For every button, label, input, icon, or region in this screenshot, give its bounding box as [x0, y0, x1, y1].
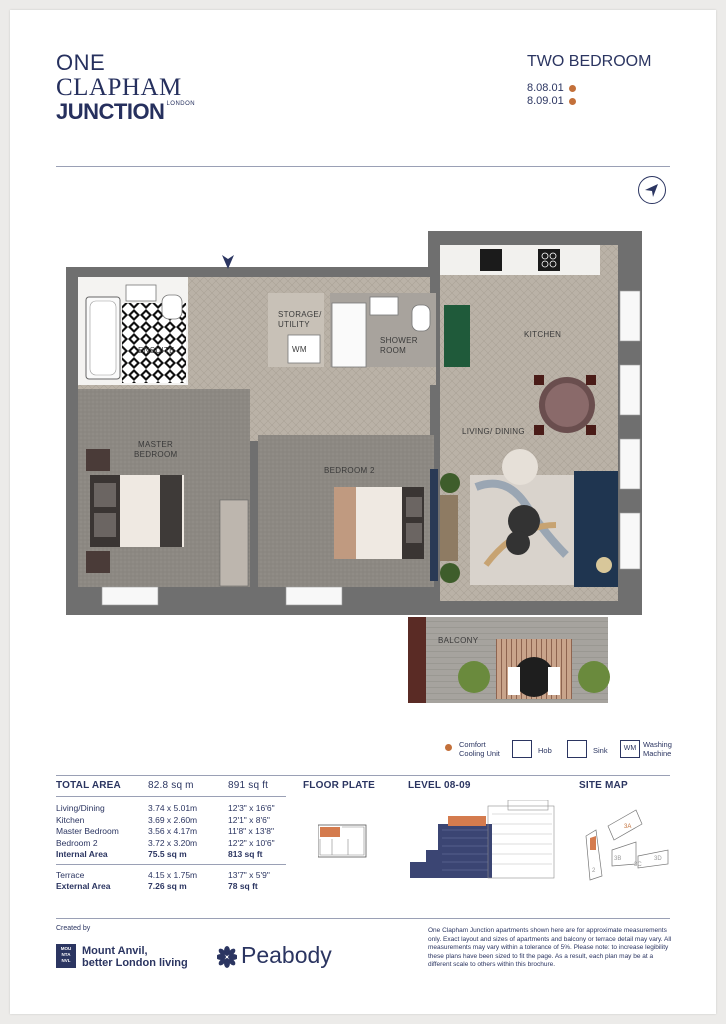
wm-legend-icon: WM: [620, 740, 640, 758]
internal-area-label: Internal Area: [56, 849, 108, 859]
green-cabinet: [444, 305, 470, 367]
created-by-label: Created by: [56, 925, 91, 932]
sink-legend-icon: [567, 740, 587, 758]
bedroom2-label: BEDROOM 2: [324, 466, 375, 475]
internal-area-sqft: 813 sq ft: [228, 849, 263, 859]
plant-icon: [440, 563, 460, 583]
entrance-arrow-icon: [222, 255, 234, 269]
room-imperial: 12'3" x 16'6": [228, 803, 275, 813]
logo-line-one: ONE: [56, 50, 106, 75]
ensuite-label: ENSUITE: [138, 346, 175, 355]
unit-number-text: 8.08.01: [527, 82, 564, 94]
table-row: [56, 838, 286, 850]
external-area-sqm: 7.26 sq m: [148, 881, 187, 891]
logo-line-junction: [56, 101, 195, 123]
table-row: [56, 815, 286, 827]
room-metric: 3.74 x 5.01m: [148, 803, 198, 813]
sofa: [574, 471, 618, 587]
washing-legend-label: Washing Machine: [643, 740, 672, 758]
disclaimer-text: One Clapham Junction apartments shown here are for approximate measurements only. Exact layout and sizes of apartments and balcony or terrace detail may vary. All measurements may vary within a tolerance of 5%. Please note: to increase legibility these plans have been sized to fit the page. As a result, each plan may be at a different scale to others within this brochure.: [428, 927, 672, 968]
unit-number-text: 8.09.01: [527, 95, 564, 107]
total-area-sqft: 891 sq ft: [228, 780, 269, 791]
peabody-flower-icon: [217, 946, 237, 968]
terrace-name: Terrace: [56, 869, 85, 880]
room-metric: 3.72 x 3.20m: [148, 837, 198, 848]
site-map-title: SITE MAP: [579, 780, 628, 791]
cooling-unit-label: Comfort Cooling Unit: [459, 740, 500, 758]
terrace-imperial: 13'7" x 5'9": [228, 869, 270, 880]
internal-area-sqm: 75.5 sq m: [148, 849, 187, 859]
unit-dot-icon: [569, 85, 576, 92]
toilet-icon: [412, 305, 430, 331]
dining-chair: [586, 375, 596, 385]
table-row: [56, 826, 286, 838]
storage-label-2: UTILITY: [278, 320, 310, 329]
footer-divider: [56, 918, 670, 919]
room-metric: 3.56 x 4.17m: [148, 826, 198, 836]
room-metric: 3.69 x 2.60m: [148, 814, 198, 825]
plant-icon: [458, 661, 490, 693]
side-table: [502, 449, 538, 485]
hob-icon: [538, 249, 560, 271]
tv-wall: [430, 469, 438, 581]
site-label-3d: 3D: [654, 856, 662, 862]
room-name: Living/Dining: [56, 803, 105, 813]
table-divider: [56, 864, 286, 865]
site-label-3a: 3A: [624, 824, 632, 830]
hob-legend-label: Hob: [538, 746, 552, 755]
level-building-diagram: [408, 800, 558, 882]
balcony-label: BALCONY: [438, 636, 479, 645]
level-title: LEVEL 08-09: [408, 780, 471, 791]
room-imperial: 12'1" x 8'6": [228, 814, 270, 825]
external-area-row: [56, 881, 286, 893]
unit-number: [527, 95, 576, 107]
north-compass-icon: [638, 176, 666, 204]
mount-mark-line: NTA: [61, 952, 71, 957]
wardrobe: [220, 500, 248, 586]
room-imperial: 11'8" x 13'8": [228, 826, 274, 836]
mount-mark-line: MOU: [60, 946, 72, 951]
plant-icon: [578, 661, 610, 693]
mount-anvil-line2: better London living: [82, 957, 188, 969]
logo-junction-text: JUNCTION: [56, 99, 165, 124]
external-area-sqft: 78 sq ft: [228, 881, 258, 891]
terrace-metric: 4.15 x 1.75m: [148, 869, 198, 880]
living-label: LIVING/ DINING: [462, 427, 525, 436]
dining-chair: [586, 425, 596, 435]
header-divider: [56, 166, 670, 167]
window: [102, 587, 158, 605]
site-label-3c: 3C: [634, 862, 642, 868]
floor-plate-title: FLOOR PLATE: [303, 780, 376, 791]
floor-plate-diagram: [318, 823, 368, 859]
coffee-table: [506, 531, 530, 555]
site-map-diagram: [578, 800, 674, 890]
site-label-3b: 3B: [614, 856, 622, 862]
shower-label-2: ROOM: [380, 346, 407, 355]
mount-mark-line: NVL: [61, 958, 71, 963]
bedside-table: [86, 449, 110, 471]
peabody-wordmark: Peabody: [241, 942, 332, 968]
window: [620, 291, 640, 341]
apartment-type-title: TWO BEDROOM: [527, 53, 652, 70]
shower-tray-icon: [332, 303, 366, 367]
site-label-2: 2: [592, 868, 596, 874]
internal-area-row: [56, 849, 286, 861]
logo-line-clapham: CLAPHAM: [56, 74, 182, 101]
shower-label-1: SHOWER: [380, 336, 418, 345]
cooling-unit-icon: [445, 744, 452, 751]
terrace-row: [56, 870, 286, 882]
table-row: [56, 803, 286, 815]
kitchen-counter: [440, 245, 600, 275]
toilet-icon: [162, 295, 182, 319]
one-clapham-junction-logo: [56, 52, 195, 123]
info-divider: [56, 775, 670, 776]
external-area-label: External Area: [56, 881, 111, 891]
tv-unit: [440, 495, 458, 561]
room-imperial: 12'2" x 10'6": [228, 837, 275, 848]
table-divider: [56, 796, 286, 797]
area-table: [56, 803, 286, 893]
hob-icon: [480, 249, 502, 271]
mount-anvil-line1: Mount Anvil,: [82, 945, 148, 957]
mount-anvil-text: [82, 945, 202, 969]
dining-chair: [534, 375, 544, 385]
window: [620, 513, 640, 569]
total-area-sqm: 82.8 sq m: [148, 780, 194, 791]
window: [286, 587, 342, 605]
dining-chair: [534, 425, 544, 435]
storage-label-1: STORAGE/: [278, 310, 322, 319]
basin-icon: [126, 285, 156, 301]
floor-plan: [56, 225, 646, 710]
kitchen-label: KITCHEN: [524, 330, 562, 339]
unit-dot-icon: [569, 98, 576, 105]
window: [620, 365, 640, 415]
wm-label: WM: [292, 345, 307, 354]
balcony-planter: [408, 617, 426, 703]
total-area-label: TOTAL AREA: [56, 780, 121, 791]
room-name: Master Bedroom: [56, 826, 119, 836]
master-label-1: MASTER: [138, 440, 174, 449]
unit-number: [527, 82, 576, 94]
sink-legend-label: Sink: [593, 746, 608, 755]
master-label-2: BEDROOM: [134, 450, 178, 459]
logo-london-text: LONDON: [166, 101, 196, 107]
mount-anvil-mark-icon: [56, 944, 76, 968]
plant-icon: [440, 473, 460, 493]
hob-legend-icon: [512, 740, 532, 758]
bedside-table: [86, 551, 110, 573]
room-name: Bedroom 2: [56, 837, 98, 848]
basin-icon: [370, 297, 398, 315]
room-name: Kitchen: [56, 814, 85, 825]
window: [620, 439, 640, 489]
